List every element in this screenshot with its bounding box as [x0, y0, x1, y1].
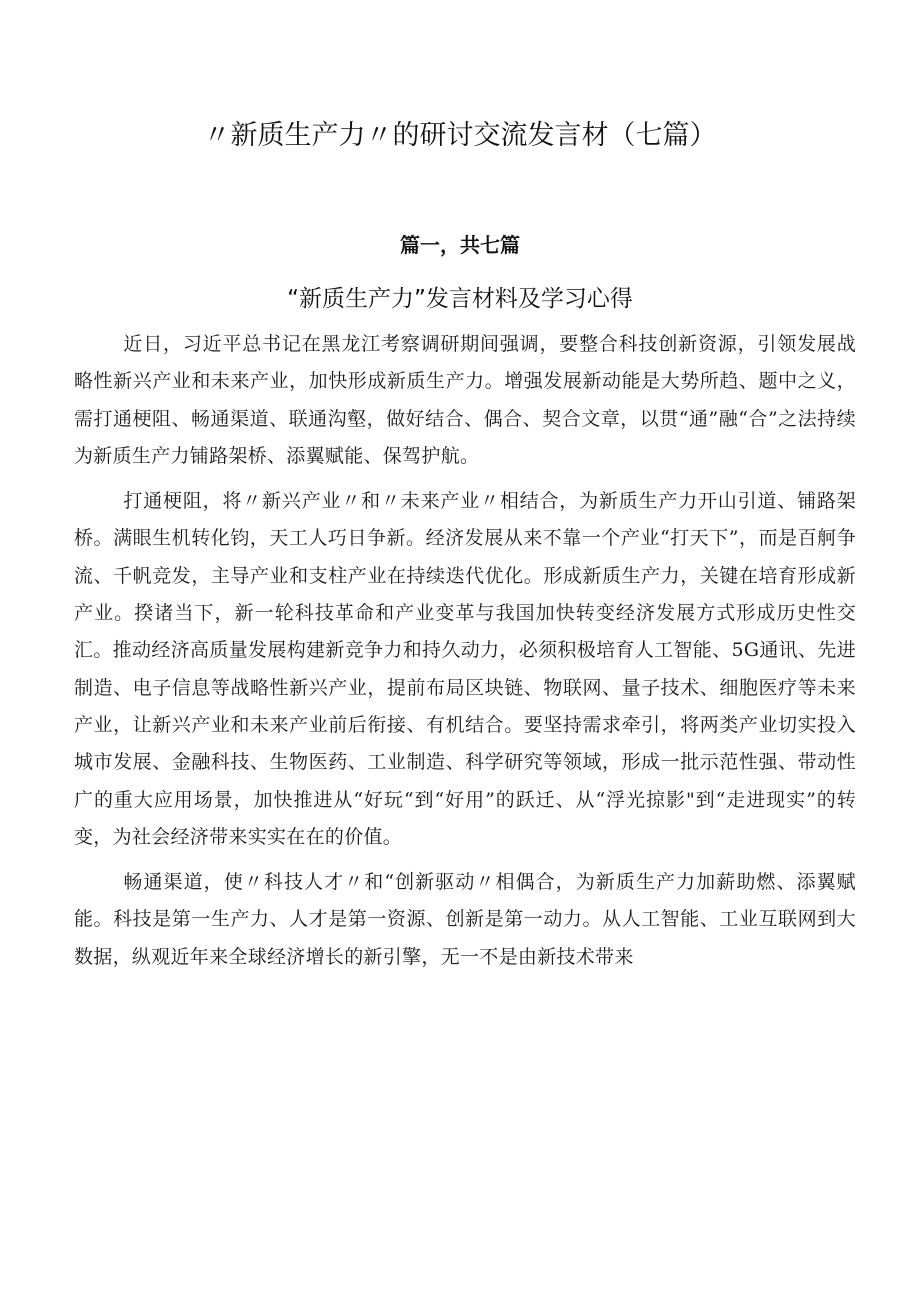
paragraph-1: 近日，习近平总书记在黑龙江考察调研期间强调，要整合科技创新资源，引领发展战略性新兴产业和未来产业，加快形成新质生产力。增强发展新动能是大势所趋、题中之义，需打通梗阻、畅通渠道、联通沟壑，做好结合、偶合、契合文章，以贯“通”融“合”之法持续为新质生产力铺路架桥、添翼赋能、保驾护航。	[74, 333, 856, 467]
document-title: 〃新质生产力〃的研讨交流发言材（七篇）	[203, 120, 717, 151]
section-title: “新质生产力”发言材料及学习心得	[287, 286, 633, 312]
document-body	[74, 326, 856, 976]
paragraph-2: 打通梗阻，将〃新兴产业〃和〃未来产业〃相结合，为新质生产力开山引道、铺路架桥。满眼生机转化钧，天工人巧日争新。经济发展从来不靠一个产业“打天下”，而是百舸争流、千帆竞发，主导产业和支柱产业在持续迭代优化。形成新质生产力，关键在培育形成新产业。揆诸当下，新一轮科技革命和产业变革与我国加快转变经济发展方式形成历史性交汇。推动经济高质量发展构建新竞争力和持久动力，必须积极培育人工智能、5G通讯、先进制造、电子信息等战略性新兴产业，提前布局区块链、物联网、量子技术、细胞医疗等未来产业，让新兴产业和未来产业前后衔接、有机结合。要坚持需求牵引，将两类产业切实投入城市发展、金融科技、生物医药、工业制造、科学研究等领域，形成一批示范性强、带动性广的重大应用场景，加快推进从“好玩“到“好用”的跃迁、从“浮光掠影"到“走进现实”的转变，为社会经济带来实实在在的价值。	[74, 490, 856, 848]
section-label: 篇一，共七篇	[400, 233, 520, 257]
paragraph-3: 畅通渠道，使〃科技人才〃和“创新驱动〃相偶合，为新质生产力加薪助燃、添翼赋能。科技是第一生产力、人才是第一资源、创新是第一动力。从人工智能、工业互联网到大数据，纵观近年来全球经济增长的新引擎，无一不是由新技术带来	[74, 871, 856, 968]
